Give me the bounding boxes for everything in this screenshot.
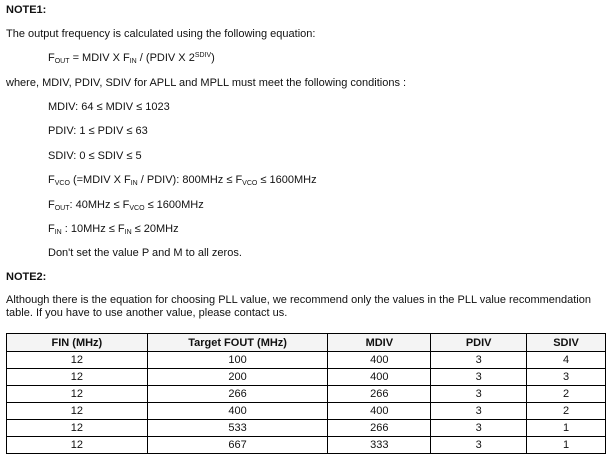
fout-vco-sub: VCO (129, 205, 145, 212)
table-row (7, 352, 606, 369)
fvco-in-sub: IN (130, 180, 138, 187)
condition-fvco (48, 174, 317, 187)
eq-out-sub: OUT (54, 58, 70, 65)
cell-sdiv: 4 (527, 352, 606, 369)
eq-sdiv-sup: SDIV (194, 52, 212, 59)
header-pdiv: PDIV (431, 334, 527, 352)
table-row (7, 369, 606, 386)
table-row (7, 420, 606, 437)
cell-sdiv: 1 (527, 437, 606, 454)
fvco-vco-sub2: VCO (242, 180, 258, 187)
header-sdiv: SDIV (527, 334, 606, 352)
cell-sdiv: 2 (527, 386, 606, 403)
pll-recommendation-table (6, 333, 606, 454)
fvco-f: F (48, 174, 55, 186)
note2-heading: NOTE2: (6, 271, 47, 283)
note2-paragraph: Although there is the equation for choosing PLL value, we recommend only the values in the PLL value recommendation table. If you have to use another value, please contact us. (6, 294, 591, 319)
cell-mdiv: 333 (328, 437, 431, 454)
condition-dont: Don't set the value P and M to all zeros. (48, 247, 242, 259)
cell-target-fout: 667 (147, 437, 328, 454)
condition-pdiv: PDIV: 1 ≤ PDIV ≤ 63 (48, 125, 148, 137)
fout-f: F (48, 199, 55, 211)
cell-fin: 12 (7, 369, 148, 386)
cell-target-fout: 533 (147, 420, 328, 437)
eq-part1: = MDIV X F (69, 52, 130, 64)
cell-pdiv: 3 (431, 386, 527, 403)
fin-in-sub: IN (54, 229, 62, 236)
cell-target-fout: 200 (147, 369, 328, 386)
cell-mdiv: 400 (328, 369, 431, 386)
eq-in-sub: IN (129, 58, 137, 65)
eq-f: F (48, 52, 55, 64)
header-target-fout: Target FOUT (MHz) (147, 334, 328, 352)
cell-sdiv: 1 (527, 420, 606, 437)
cell-sdiv: 2 (527, 403, 606, 420)
fvco-vco-sub: VCO (54, 180, 70, 187)
header-fin: FIN (MHz) (7, 334, 148, 352)
fin-p2: ≤ 20MHz (131, 223, 179, 235)
table-header-row (7, 334, 606, 352)
eq-part2: / (PDIV X 2 (136, 52, 195, 64)
fout-equation (48, 52, 215, 65)
cell-target-fout: 266 (147, 386, 328, 403)
note1-intro: The output frequency is calculated using the following equation: (6, 28, 316, 40)
cell-mdiv: 400 (328, 352, 431, 369)
table-row (7, 386, 606, 403)
cell-fin: 12 (7, 352, 148, 369)
fvco-p3: ≤ 1600MHz (257, 174, 317, 186)
cell-target-fout: 400 (147, 403, 328, 420)
eq-part3: ) (211, 52, 215, 64)
condition-sdiv: SDIV: 0 ≤ SDIV ≤ 5 (48, 150, 142, 162)
cell-mdiv: 266 (328, 386, 431, 403)
cell-sdiv: 3 (527, 369, 606, 386)
fin-p1: : 10MHz ≤ F (61, 223, 125, 235)
cell-pdiv: 3 (431, 437, 527, 454)
cell-mdiv: 400 (328, 403, 431, 420)
fout-p2: ≤ 1600MHz (144, 199, 204, 211)
condition-mdiv: MDIV: 64 ≤ MDIV ≤ 1023 (48, 101, 170, 113)
cell-pdiv: 3 (431, 369, 527, 386)
header-mdiv: MDIV (328, 334, 431, 352)
note1-heading: NOTE1: (6, 4, 47, 16)
fvco-p2: / PDIV): 800MHz ≤ F (137, 174, 243, 186)
condition-fin (48, 223, 179, 236)
fin-f: F (48, 223, 55, 235)
where-text: where, MDIV, PDIV, SDIV for APLL and MPLL must meet the following conditions : (6, 77, 407, 89)
cell-fin: 12 (7, 420, 148, 437)
cell-fin: 12 (7, 403, 148, 420)
cell-fin: 12 (7, 386, 148, 403)
fin-in-sub2: IN (124, 229, 132, 236)
cell-pdiv: 3 (431, 352, 527, 369)
cell-fin: 12 (7, 437, 148, 454)
fout-p1: : 40MHz ≤ F (69, 199, 130, 211)
cell-mdiv: 266 (328, 420, 431, 437)
cell-pdiv: 3 (431, 420, 527, 437)
cell-target-fout: 100 (147, 352, 328, 369)
condition-fout (48, 199, 204, 212)
table-row (7, 437, 606, 454)
table-row (7, 403, 606, 420)
cell-pdiv: 3 (431, 403, 527, 420)
fout-out-sub: OUT (54, 205, 70, 212)
fvco-p1: (=MDIV X F (69, 174, 131, 186)
